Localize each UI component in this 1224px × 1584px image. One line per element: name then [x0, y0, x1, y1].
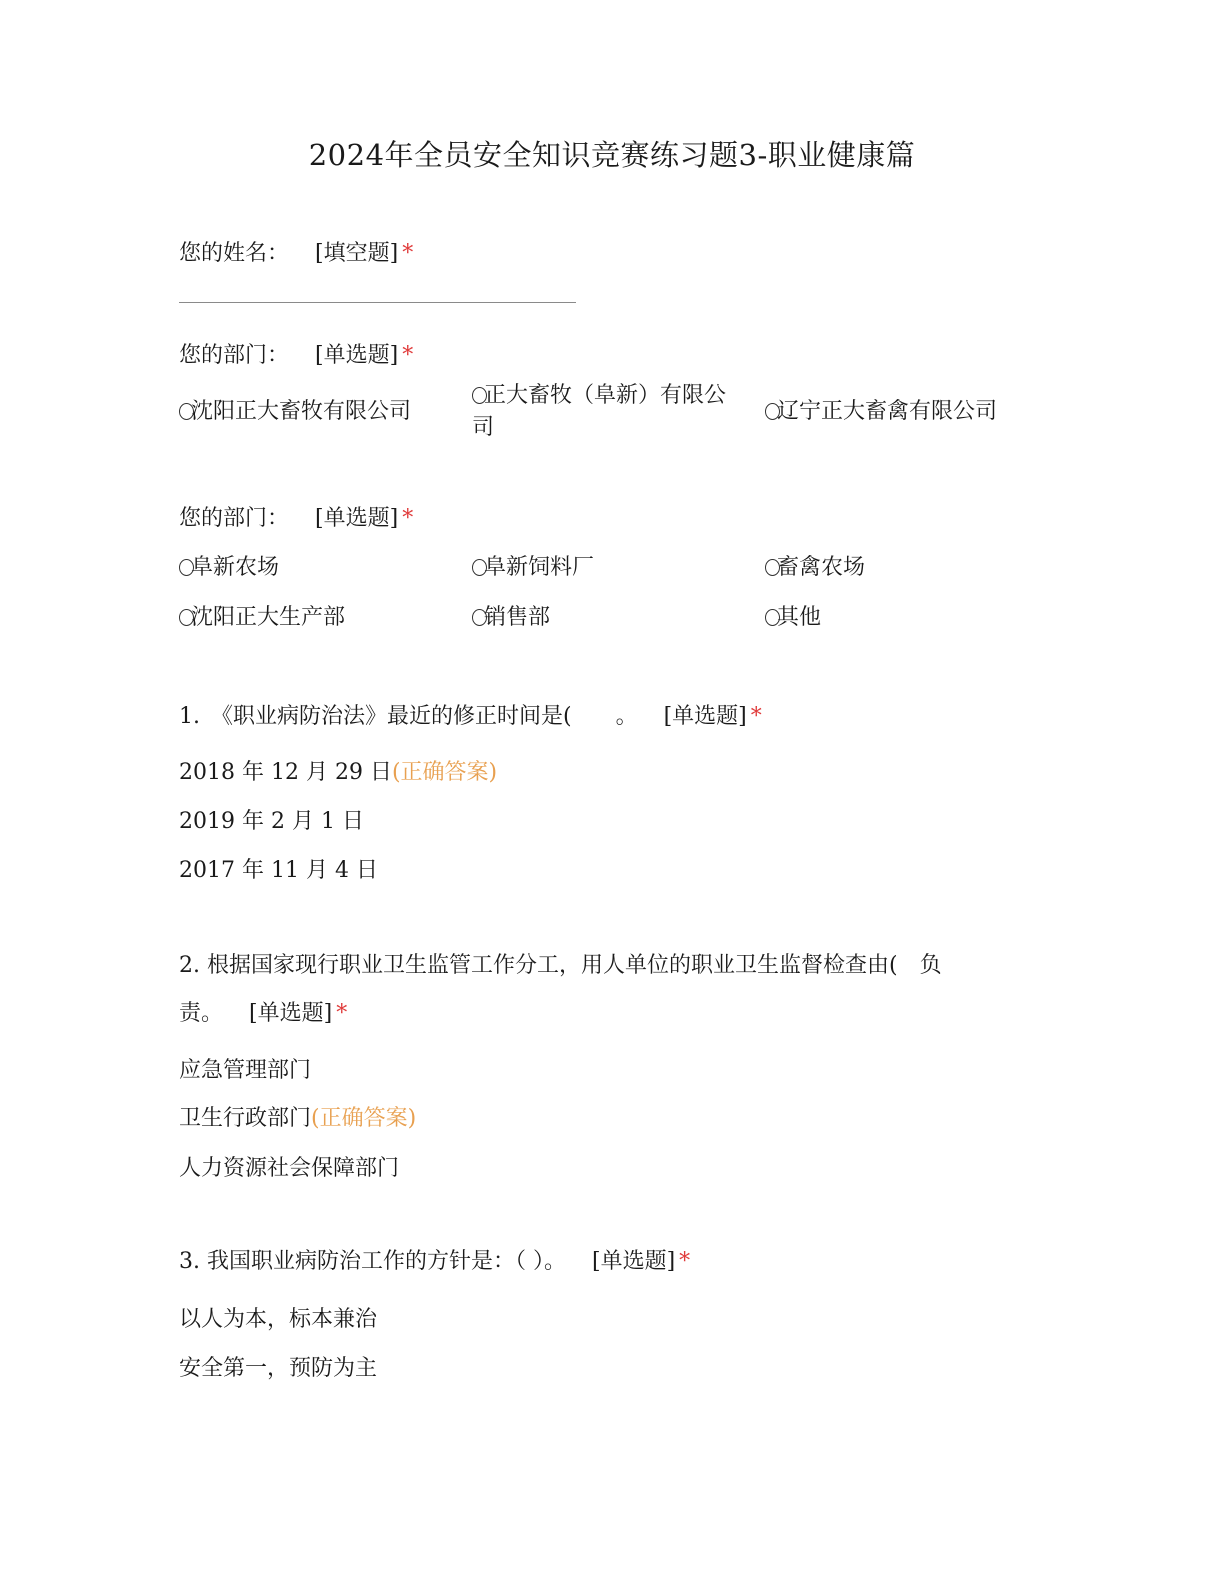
answer-option[interactable] — [179, 755, 497, 786]
option-label: 沈阳正大畜牧有限公司 — [191, 399, 412, 424]
answer-text: 卫生行政部门 — [179, 1106, 312, 1131]
answer-option[interactable] — [179, 1351, 377, 1382]
option-label: 阜新饲料厂 — [484, 555, 595, 580]
dept-question — [179, 501, 413, 532]
option-label: 销售部 — [484, 605, 551, 630]
answer-text: 2018 年 12 月 29 日 — [179, 760, 392, 785]
company-option[interactable] — [765, 396, 997, 428]
option-label: 沈阳正大生产部 — [191, 605, 346, 630]
option-label: 阜新农场 — [191, 555, 280, 580]
dept-option[interactable] — [765, 552, 865, 584]
question-text: 责。 — [179, 1001, 224, 1026]
name-input-line[interactable] — [179, 302, 576, 303]
answer-text: 人力资源社会保障部门 — [179, 1156, 400, 1181]
answer-text: 应急管理部门 — [179, 1058, 312, 1083]
dept-option[interactable] — [472, 552, 732, 584]
question-type-tag: [填空题] — [315, 241, 399, 266]
question-1 — [179, 699, 762, 730]
question-text: 2. 根据国家现行职业卫生监管工作分工，用人单位的职业卫生监督检查由( 负 — [179, 953, 942, 978]
company-question — [179, 338, 413, 369]
correct-answer-tag: (正确答案) — [391, 760, 498, 785]
answer-option[interactable] — [179, 1302, 377, 1333]
question-3 — [179, 1244, 690, 1275]
question-text: 1. 《职业病防治法》最近的修正时间是( 。 — [179, 704, 638, 729]
answer-option[interactable] — [179, 853, 378, 884]
dept-option[interactable] — [472, 602, 732, 634]
question-label: 您的部门： — [179, 343, 290, 368]
name-question — [179, 236, 413, 267]
correct-answer-tag: (正确答案) — [311, 1106, 417, 1131]
answer-text: 2019 年 2 月 1 日 — [179, 809, 364, 834]
option-label: 畜禽农场 — [777, 555, 866, 580]
required-star: * — [750, 704, 762, 729]
required-star: * — [336, 1001, 348, 1026]
question-label: 您的姓名： — [179, 241, 290, 266]
answer-option[interactable] — [179, 804, 364, 835]
required-star: * — [679, 1249, 691, 1274]
question-label: 您的部门： — [179, 506, 290, 531]
option-label: 其他 — [777, 605, 822, 630]
question-type-tag: [单选题] — [315, 343, 399, 368]
question-2-continued — [179, 996, 347, 1027]
dept-option[interactable] — [179, 552, 279, 584]
answer-option[interactable] — [179, 1101, 416, 1132]
question-type-tag: [单选题] — [249, 1001, 333, 1026]
question-type-tag: [单选题] — [591, 1249, 676, 1274]
company-option[interactable] — [472, 380, 732, 444]
answer-option[interactable] — [179, 1053, 311, 1084]
option-label: 正大畜牧（阜新）有限公司 — [472, 383, 727, 440]
answer-text: 2017 年 11 月 4 日 — [179, 858, 378, 883]
dept-option[interactable] — [765, 602, 821, 634]
question-2 — [179, 948, 942, 979]
question-type-tag: [单选题] — [315, 506, 399, 531]
option-label: 辽宁正大畜禽有限公司 — [777, 399, 998, 424]
required-star: * — [402, 506, 414, 531]
required-star: * — [402, 241, 414, 266]
required-star: * — [402, 343, 414, 368]
answer-option[interactable] — [179, 1151, 399, 1182]
question-text: 3. 我国职业病防治工作的方针是：（ ）。 — [179, 1249, 566, 1274]
answer-text: 安全第一，预防为主 — [179, 1356, 378, 1381]
answer-text: 以人为本，标本兼治 — [179, 1307, 378, 1332]
question-type-tag: [单选题] — [663, 704, 747, 729]
dept-option[interactable] — [179, 602, 345, 634]
page-title: 2024年全员安全知识竞赛练习题3-职业健康篇 — [308, 138, 916, 172]
company-option[interactable] — [179, 396, 411, 428]
